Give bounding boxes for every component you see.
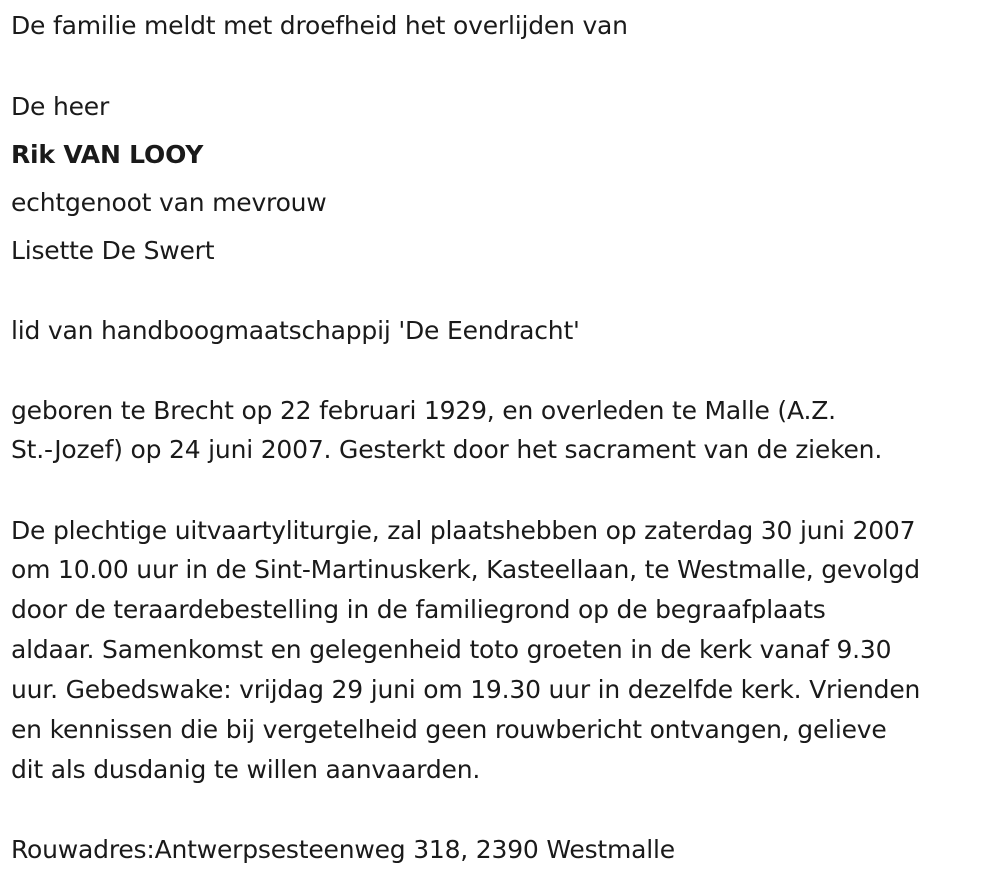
ceremony-line-3: door de teraardebestelling in de familiegrond op de begraafplaats bbox=[11, 595, 826, 624]
spouse-line-1: echtgenoot van mevrouw bbox=[11, 188, 327, 217]
membership-text: lid van handboogmaatschappij 'De Eendracht' bbox=[11, 316, 580, 345]
ceremony-line-7: dit als dusdanig te willen aanvaarden. bbox=[11, 755, 481, 784]
deceased-name: Rik VAN LOOY bbox=[11, 140, 204, 169]
ceremony-line-2: om 10.00 uur in de Sint-Martinuskerk, Kasteellaan, te Westmalle, gevolgd bbox=[11, 555, 920, 584]
mourning-address: Rouwadres:Antwerpsesteenweg 318, 2390 Westmalle bbox=[11, 835, 675, 864]
intro-text: De familie meldt met droefheid het overlijden van bbox=[11, 11, 628, 40]
birth-death-line-2: St.-Jozef) op 24 juni 2007. Gesterkt door het sacrament van de zieken. bbox=[11, 435, 883, 464]
birth-death-line-1: geboren te Brecht op 22 februari 1929, en overleden te Malle (A.Z. bbox=[11, 396, 836, 425]
salutation: De heer bbox=[11, 92, 110, 121]
ceremony-line-6: en kennissen die bij vergetelheid geen rouwbericht ontvangen, gelieve bbox=[11, 715, 887, 744]
ceremony-line-1: De plechtige uitvaartyliturgie, zal plaatshebben op zaterdag 30 juni 2007 bbox=[11, 516, 916, 545]
ceremony-line-4: aldaar. Samenkomst en gelegenheid toto groeten in de kerk vanaf 9.30 bbox=[11, 635, 892, 664]
spouse-line-2: Lisette De Swert bbox=[11, 236, 215, 265]
ceremony-line-5: uur. Gebedswake: vrijdag 29 juni om 19.30 uur in dezelfde kerk. Vrienden bbox=[11, 675, 921, 704]
